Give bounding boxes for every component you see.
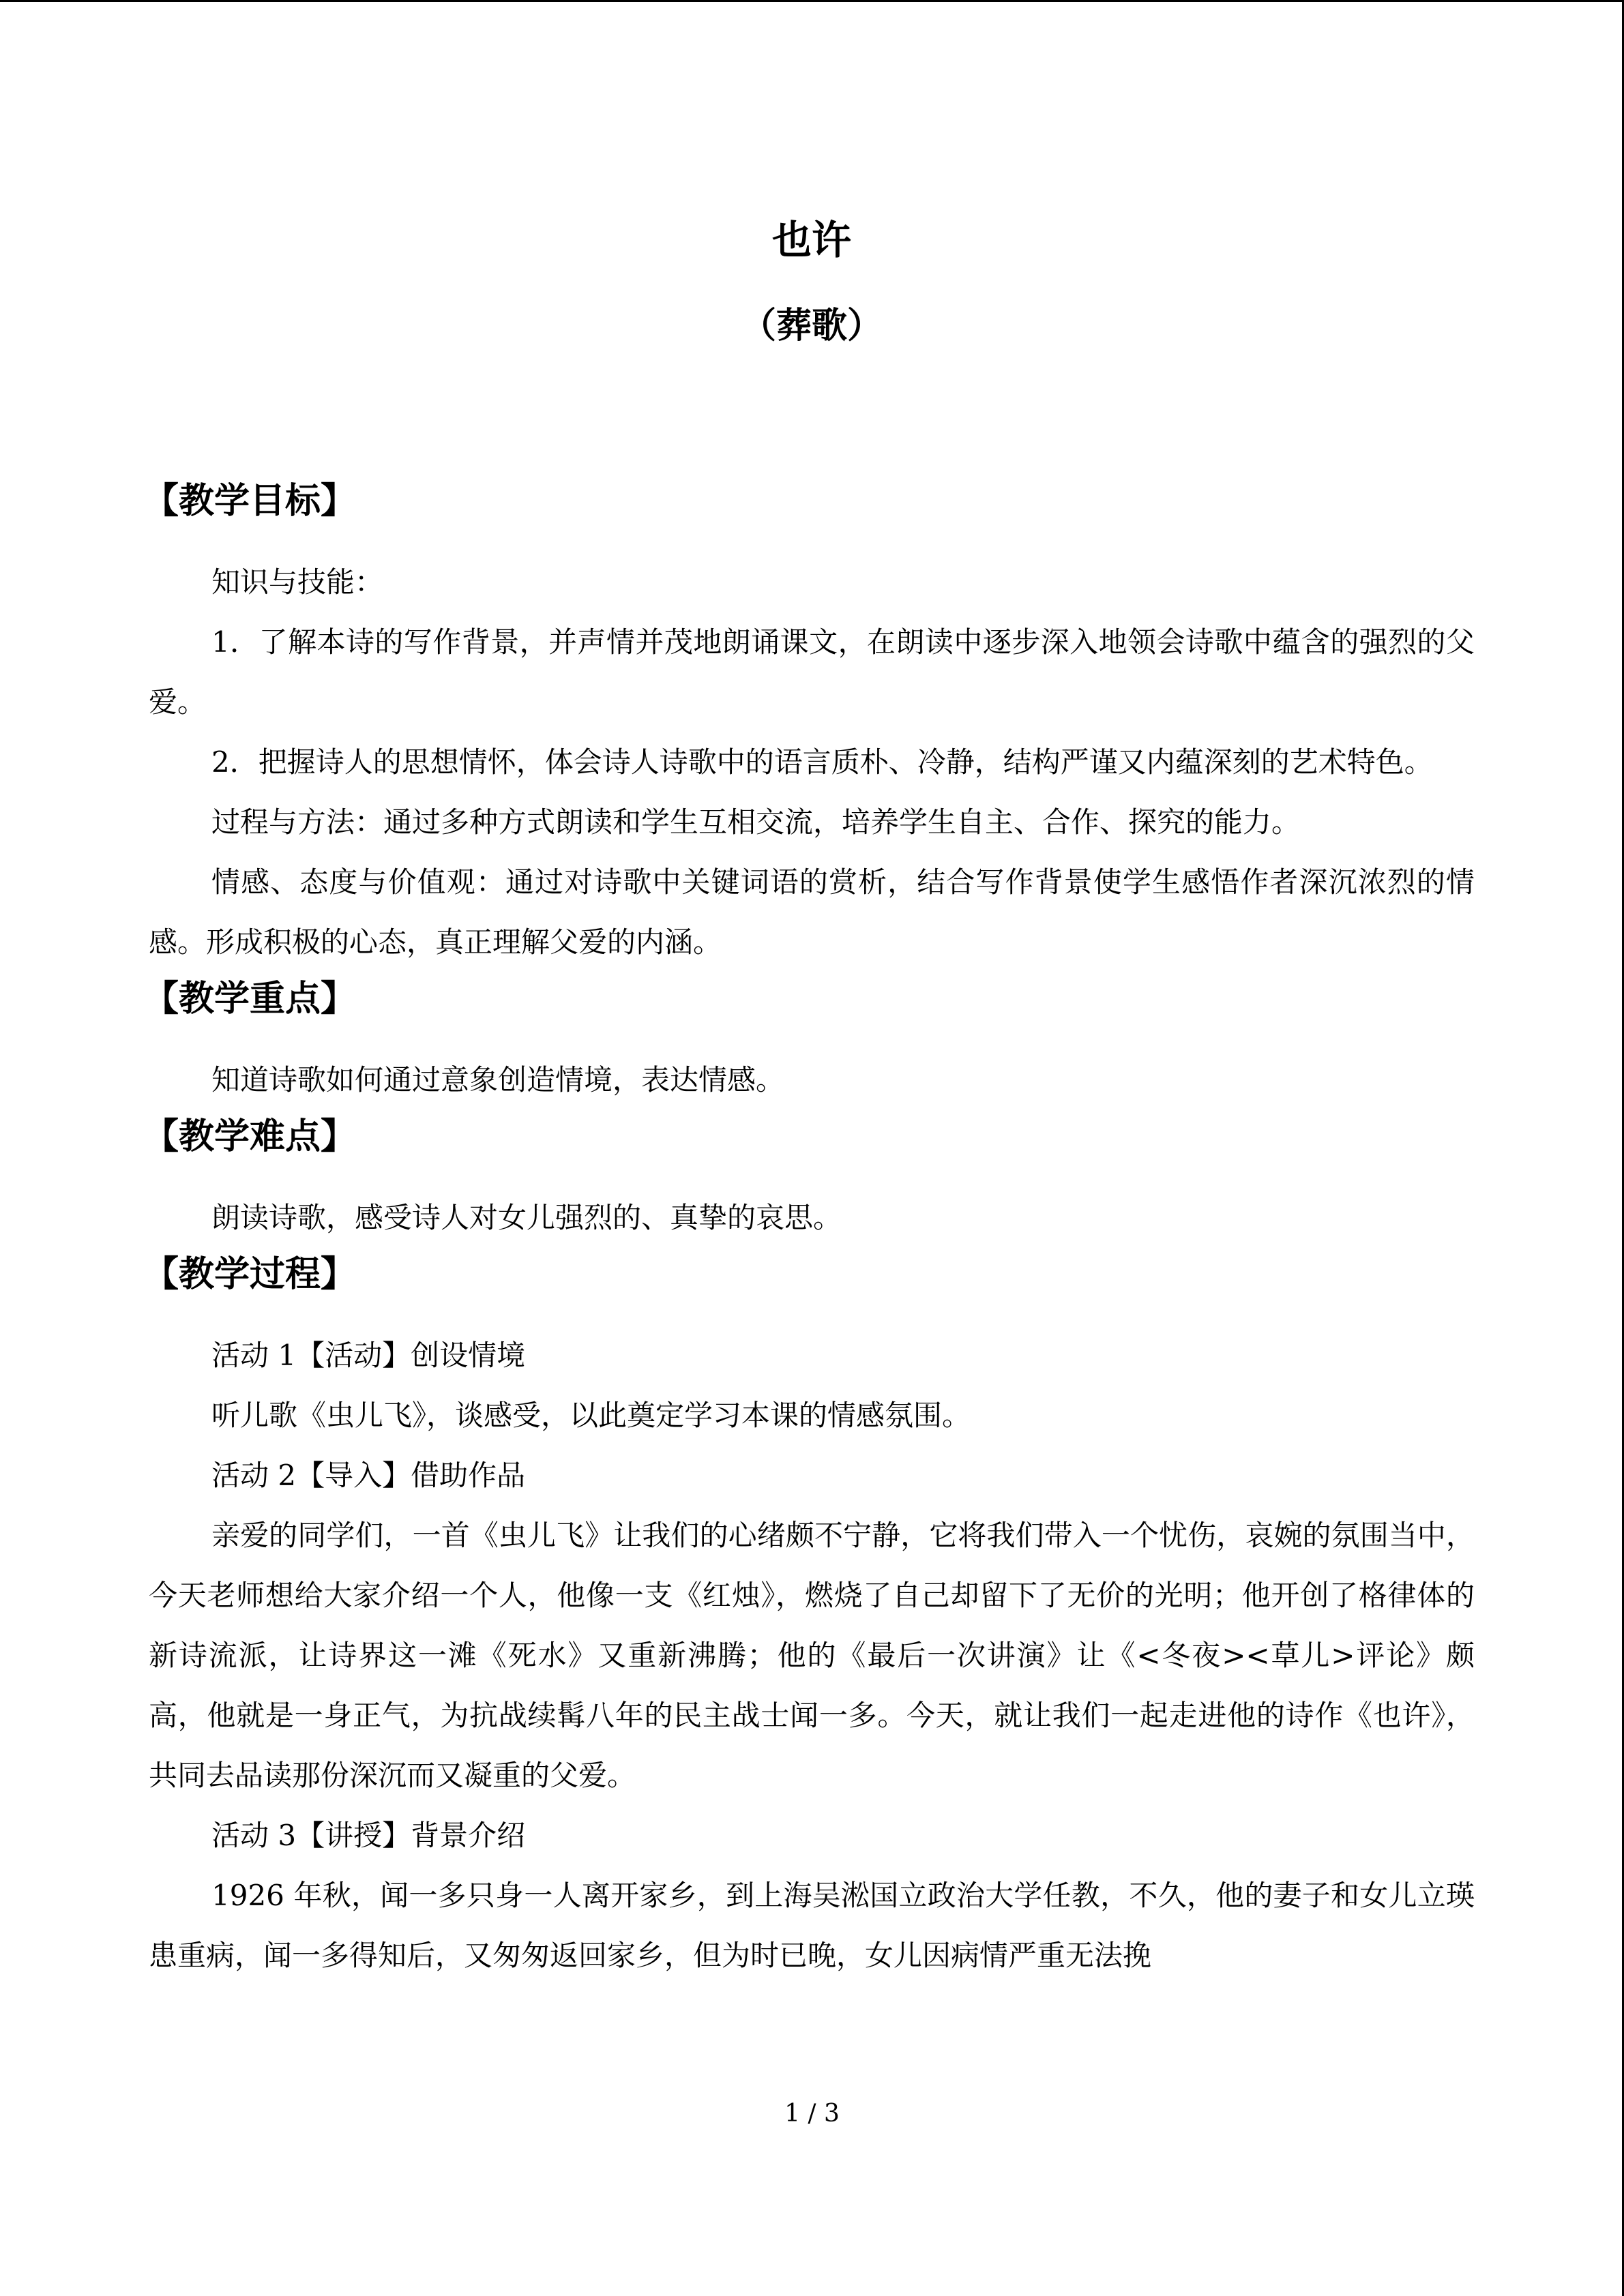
section-heading: 【教学过程】	[143, 1254, 357, 1295]
paragraph: 活动 3【讲授】背景介绍	[211, 1819, 526, 1852]
page-number: 1 / 3	[784, 2100, 840, 2128]
section-heading: 【教学重点】	[143, 979, 357, 1019]
paragraph: 1926 年秋，闻一多只身一人离开家乡，到上海吴淞国立政治大学任教，不久，他的妻子和女儿立瑛患重病，闻一多得知后，又匆匆返回家乡，但为时已晚，女儿因病情严重无法挽	[149, 1879, 1475, 1972]
section-teaching-key-points	[143, 968, 1475, 1110]
section-teaching-process	[143, 1244, 1475, 1986]
section-teaching-difficulties	[143, 1106, 1475, 1248]
paragraph: 活动 2【导入】借助作品	[211, 1459, 526, 1492]
paragraph: 知道诗歌如何通过意象创造情境，表达情感。	[211, 1063, 785, 1097]
paragraph: 过程与方法：通过多种方式朗读和学生互相交流，培养学生自主、合作、探究的能力。	[211, 805, 1301, 839]
page-top-border	[0, 0, 1624, 2]
paragraph: 朗读诗歌，感受诗人对女儿强烈的、真挚的哀思。	[211, 1201, 842, 1234]
paragraph: 听儿歌《虫儿飞》，谈感受，以此奠定学习本课的情感氛围。	[211, 1399, 971, 1432]
section-heading: 【教学难点】	[143, 1116, 357, 1157]
paragraph: 亲爱的同学们，一首《虫儿飞》让我们的心绪颇不宁静，它将我们带入一个忧伤，哀婉的氛围当中，今天老师想给大家介绍一个人，他像一支《红烛》，燃烧了自己却留下了无价的光明；他开创了格律体的新诗流派，让诗界这一滩《死水》又重新沸腾；他的《最后一次讲演》让《<冬夜><草儿>评论》颇高，他就是一身正气，为抗战续髯八年的民主战士闻一多。今天，就让我们一起走进他的诗作《也许》，共同去品读那份深沉而又凝重的父爱。	[149, 1519, 1475, 1792]
paragraph: 情感、态度与价值观：通过对诗歌中关键词语的赏析，结合写作背景使学生感悟作者深沉浓烈的情感。形成积极的心态，真正理解父爱的内涵。	[149, 865, 1475, 959]
document-body	[143, 471, 1475, 1986]
document-subtitle: （葬歌）	[740, 305, 883, 346]
paragraph: 活动 1【活动】创设情境	[211, 1339, 526, 1372]
paragraph: 1．了解本诗的写作背景，并声情并茂地朗诵课文，在朗读中逐步深入地领会诗歌中蕴含的强烈的父爱。	[149, 625, 1475, 719]
document-title: 也许	[771, 217, 851, 263]
paragraph: 2．把握诗人的思想情怀，体会诗人诗歌中的语言质朴、冷静，结构严谨又内蕴深刻的艺术特色。	[211, 745, 1433, 779]
section-teaching-objectives	[143, 471, 1475, 972]
paragraph: 知识与技能：	[211, 565, 384, 599]
section-heading: 【教学目标】	[143, 481, 357, 522]
